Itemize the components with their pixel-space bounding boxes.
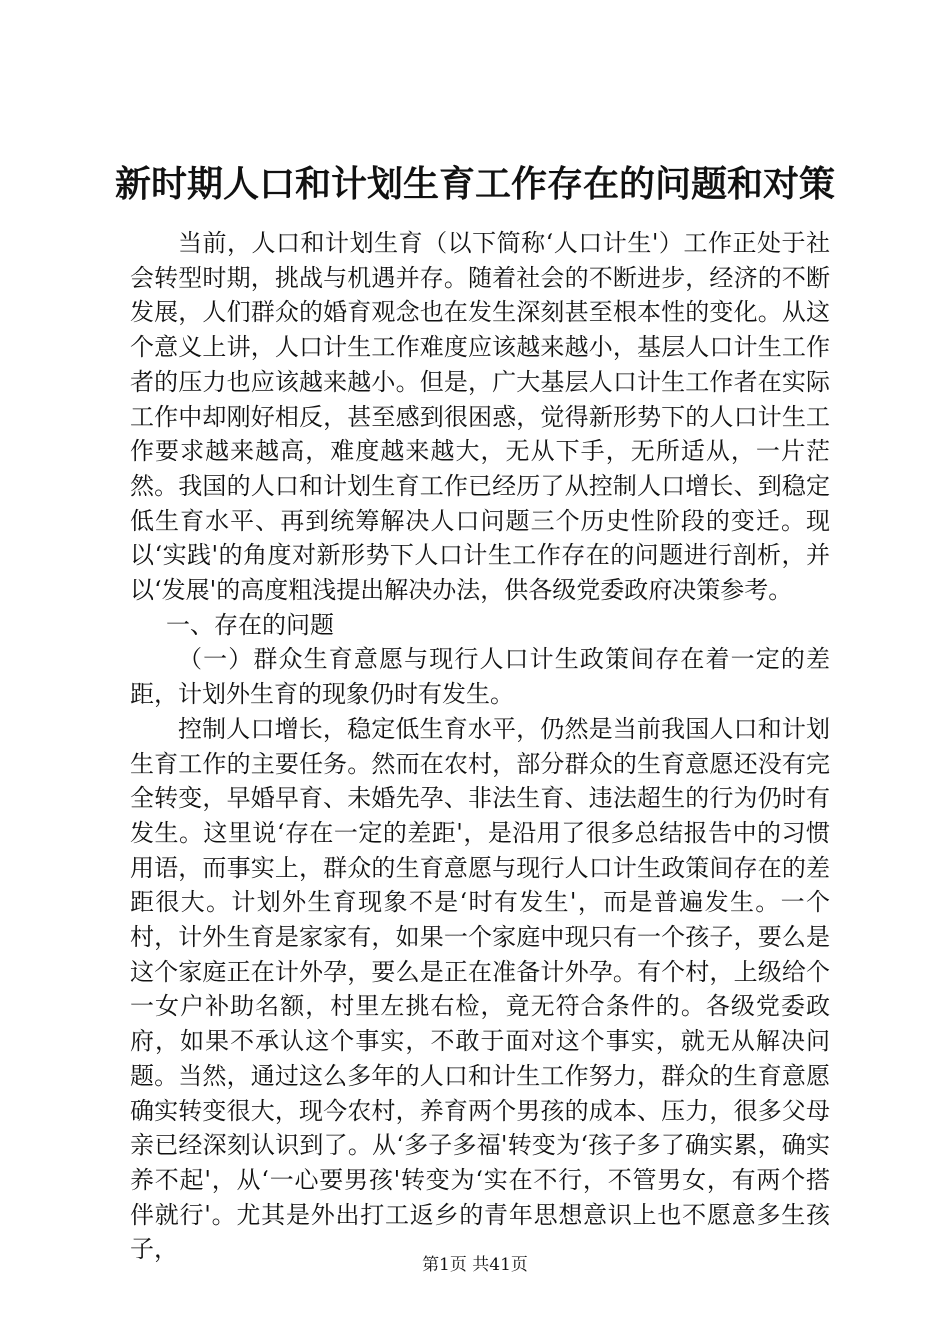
section-heading: 一、存在的问题	[166, 610, 334, 639]
subsection-heading: （一）群众生育意愿与现行人口计生政策间存在着一定的差距，计划外生育的现象仍时有发生。	[130, 645, 830, 709]
page-footer: 第1页 共41页	[422, 1255, 528, 1275]
body-paragraph: 控制人口增长，稳定低生育水平，仍然是当前我国人口和计划生育工作的主要任务。然而在农村，部分群众的生育意愿还没有完全转变，早婚早育、未婚先孕、非法生育、违法超生的行为仍时有发生。这里说‘存在一定的差距'，是沿用了很多总结报告中的习惯用语，而事实上，群众的生育意愿与现行人口计生政策间存在的差距很大。计划外生育现象不是‘时有发生'，而是普遍发生。一个村，计外生育是家家有，如果一个家庭中现只有一个孩子，要么是这个家庭正在计外孕，要么是正在准备计外孕。有个村，上级给个一女户补助名额，村里左挑右检，竟无符合条件的。各级党委政府，如果不承认这个事实，不敢于面对这个事实，就无从解决问题。当然，通过这么多年的人口和计生工作努力，群众的生育意愿确实转变很大，现今农村，养育两个男孩的成本、压力，很多父母亲已经深刻认识到了。从‘多子多福'转变为‘孩子多了确实累，确实养不起'，从‘一心要男孩'转变为‘实在不行，不管男女，有两个搭伴就行'。尤其是外出打工返乡的青年思想意识上也不愿意多生孩子，	[130, 714, 830, 1264]
document-title: 新时期人口和计划生育工作存在的问题和对策	[114, 163, 835, 205]
document-body	[130, 226, 830, 1267]
intro-paragraph: 当前，人口和计划生育（以下简称‘人口计生'）工作正处于社会转型时期，挑战与机遇并存。随着社会的不断进步，经济的不断发展，人们群众的婚育观念也在发生深刻甚至根本性的变化。从这个意义上讲，人口计生工作难度应该越来越小，基层人口计生工作者的压力也应该越来越小。但是，广大基层人口计生工作者在实际工作中却刚好相反，甚至感到很困惑，觉得新形势下的人口计生工作要求越来越高，难度越来越大，无从下手，无所适从，一片茫然。我国的人口和计划生育工作已经历了从控制人口增长、到稳定低生育水平、再到统筹解决人口问题三个历史性阶段的变迁。现以‘实践'的角度对新形势下人口计生工作存在的问题进行剖析，并以‘发展'的高度粗浅提出解决办法，供各级党委政府决策参考。	[130, 229, 830, 605]
